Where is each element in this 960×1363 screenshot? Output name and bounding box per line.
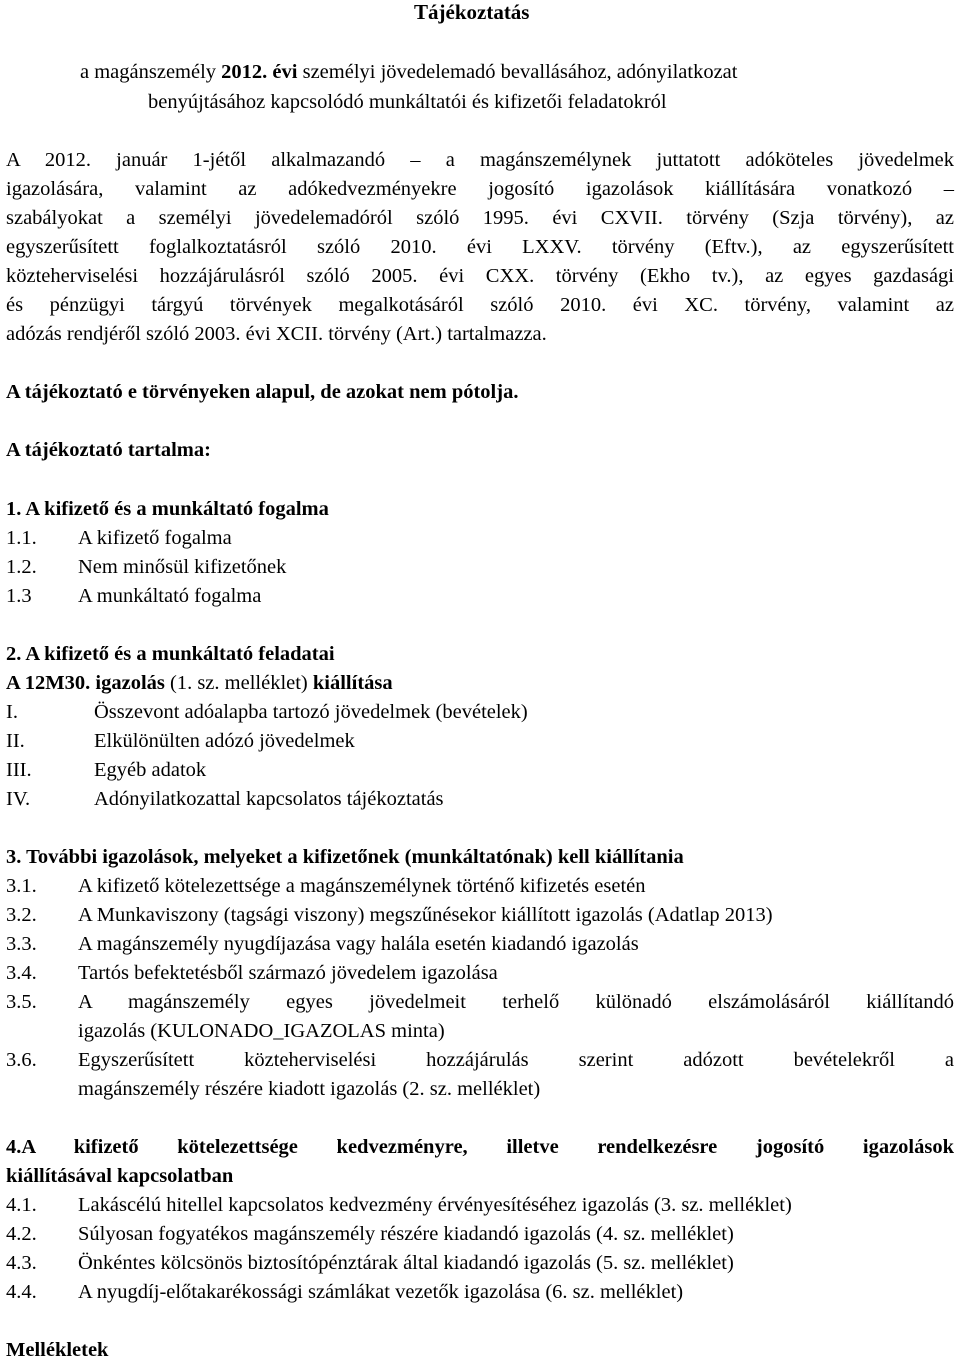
section-3-item-number: 3.1. (6, 875, 37, 897)
section-1-item-number: 1.1. (6, 527, 37, 549)
document-title: Tájékoztatás (414, 0, 530, 24)
section-2-issue-word: kiállítása (312, 672, 393, 694)
section-2-item-number: II. (6, 730, 25, 752)
section-1-heading: 1. A kifizető és a munkáltató fogalma (6, 498, 329, 520)
document-subtitle-line-2: benyújtásához kapcsolódó munkáltatói és kifizetői feladatokról (148, 91, 667, 113)
section-3-item-text: A magánszemély egyes jövedelmeit terhelő különadó elszámolásáról kiállítandó (78, 991, 954, 1013)
section-4-item-number: 4.2. (6, 1223, 37, 1245)
section-4-item-text: A nyugdíj-előtakarékossági számlákat vezetők igazolása (6. sz. melléklet) (78, 1281, 684, 1303)
section-1-item-number: 1.3 (6, 585, 32, 607)
section-3-item-number: 3.2. (6, 904, 37, 926)
section-2-item-number: III. (6, 759, 32, 781)
section-2-item-number: I. (6, 701, 18, 723)
intro-line: közteherviselési hozzájárulásról szóló 2005. évi CXX. törvény (Ekho tv.), az egyes gazdasági (6, 265, 954, 287)
section-3-item-text-continued: igazolás (KULONADO_IGAZOLAS minta) (78, 1020, 445, 1042)
section-3-item-text-continued: magánszemély részére kiadott igazolás (2. sz. melléklet) (78, 1078, 541, 1100)
intro-line: A 2012. január 1-jétől alkalmazandó – a magánszemélynek juttatott adóköteles jövedelmek (6, 149, 954, 171)
section-4-heading: 4.A kifizető kötelezettsége kedvezményre, illetve rendelkezésre jogosító igazolások (6, 1136, 954, 1158)
section-4-heading-continued: kiállításával kapcsolatban (6, 1165, 234, 1187)
document-subtitle-line-1 (80, 62, 737, 83)
section-4-item-text: Súlyosan fogyatékos magánszemély részére kiadandó igazolás (4. sz. melléklet) (78, 1223, 734, 1245)
section-3-item-text: A Munkaviszony (tagsági viszony) megszűnésekor kiállított igazolás (Adatlap 2013) (78, 904, 773, 926)
section-3-item-text: Egyszerűsített közteherviselési hozzájárulás szerint adózott bevételekről a (78, 1049, 954, 1071)
section-3-heading: 3. További igazolások, melyeket a kifizetőnek (munkáltatónak) kell kiállítania (6, 846, 684, 868)
notice-text: A tájékoztató e törvényeken alapul, de azokat nem pótolja. (6, 381, 519, 403)
section-4-item-text: Önkéntes kölcsönös biztosítópénztárak által kiadandó igazolás (5. sz. melléklet) (78, 1252, 734, 1274)
intro-line: adózás rendjéről szóló 2003. évi XCII. törvény (Art.) tartalmazza. (6, 323, 547, 345)
section-3-item-text: A magánszemély nyugdíjazása vagy halála esetén kiadandó igazolás (78, 933, 639, 955)
section-2-form-word: igazolás (90, 672, 165, 694)
section-3-item-text: A kifizető kötelezettsége a magánszemélynek történő kifizetés esetén (78, 875, 646, 897)
section-2-annex-ref: (1. sz. melléklet) (164, 672, 313, 694)
section-2-item-text: Egyéb adatok (94, 759, 207, 781)
section-4-item-number: 4.3. (6, 1252, 37, 1274)
section-2-form-code: A 12M30. (6, 672, 91, 694)
contents-heading: A tájékoztató tartalma: (6, 439, 211, 461)
subtitle-text-a: a magánszemély (80, 61, 222, 83)
intro-line: egyszerűsített foglalkoztatásról szóló 2010. évi LXXV. törvény (Eftv.), az egyszerűsített (6, 236, 954, 258)
section-4-item-number: 4.1. (6, 1194, 37, 1216)
section-2-item-number: IV. (6, 788, 31, 810)
section-3-item-number: 3.5. (6, 991, 37, 1013)
subtitle-text-b: személyi jövedelemadó bevallásához, adónyilatkozat (297, 61, 738, 83)
section-3-item-text: Tartós befektetésből származó jövedelem igazolása (78, 962, 498, 984)
section-3-item-number: 3.3. (6, 933, 37, 955)
section-1-item-number: 1.2. (6, 556, 37, 578)
appendix-heading: Mellékletek (6, 1339, 109, 1361)
subtitle-year: 2012. évi (221, 61, 298, 83)
section-3-item-number: 3.4. (6, 962, 37, 984)
section-2-heading: 2. A kifizető és a munkáltató feladatai (6, 643, 335, 665)
section-2-subheading (6, 673, 393, 694)
intro-line: igazolására, valamint az adókedvezményekre jogosító igazolások kiállítására vonatkozó – (6, 178, 954, 200)
section-3-item-number: 3.6. (6, 1049, 37, 1071)
section-4-item-number: 4.4. (6, 1281, 37, 1303)
section-2-item-text: Elkülönülten adózó jövedelmek (94, 730, 355, 752)
section-1-item-text: Nem minősül kifizetőnek (78, 556, 287, 578)
intro-line: és pénzügyi tárgyú törvények megalkotásáról szóló 2010. évi XC. törvény, valamint az (6, 294, 954, 316)
section-4-item-text: Lakáscélú hitellel kapcsolatos kedvezmény érvényesítéséhez igazolás (3. sz. melléklet) (78, 1194, 792, 1216)
intro-line: szabályokat a személyi jövedelemadóról szóló 1995. évi CXVII. törvény (Szja törvény), az (6, 207, 954, 229)
section-2-item-text: Összevont adóalapba tartozó jövedelmek (bevételek) (94, 701, 528, 723)
section-2-item-text: Adónyilatkozattal kapcsolatos tájékoztatás (94, 788, 444, 810)
section-1-item-text: A munkáltató fogalma (78, 585, 262, 607)
section-1-item-text: A kifizető fogalma (78, 527, 232, 549)
